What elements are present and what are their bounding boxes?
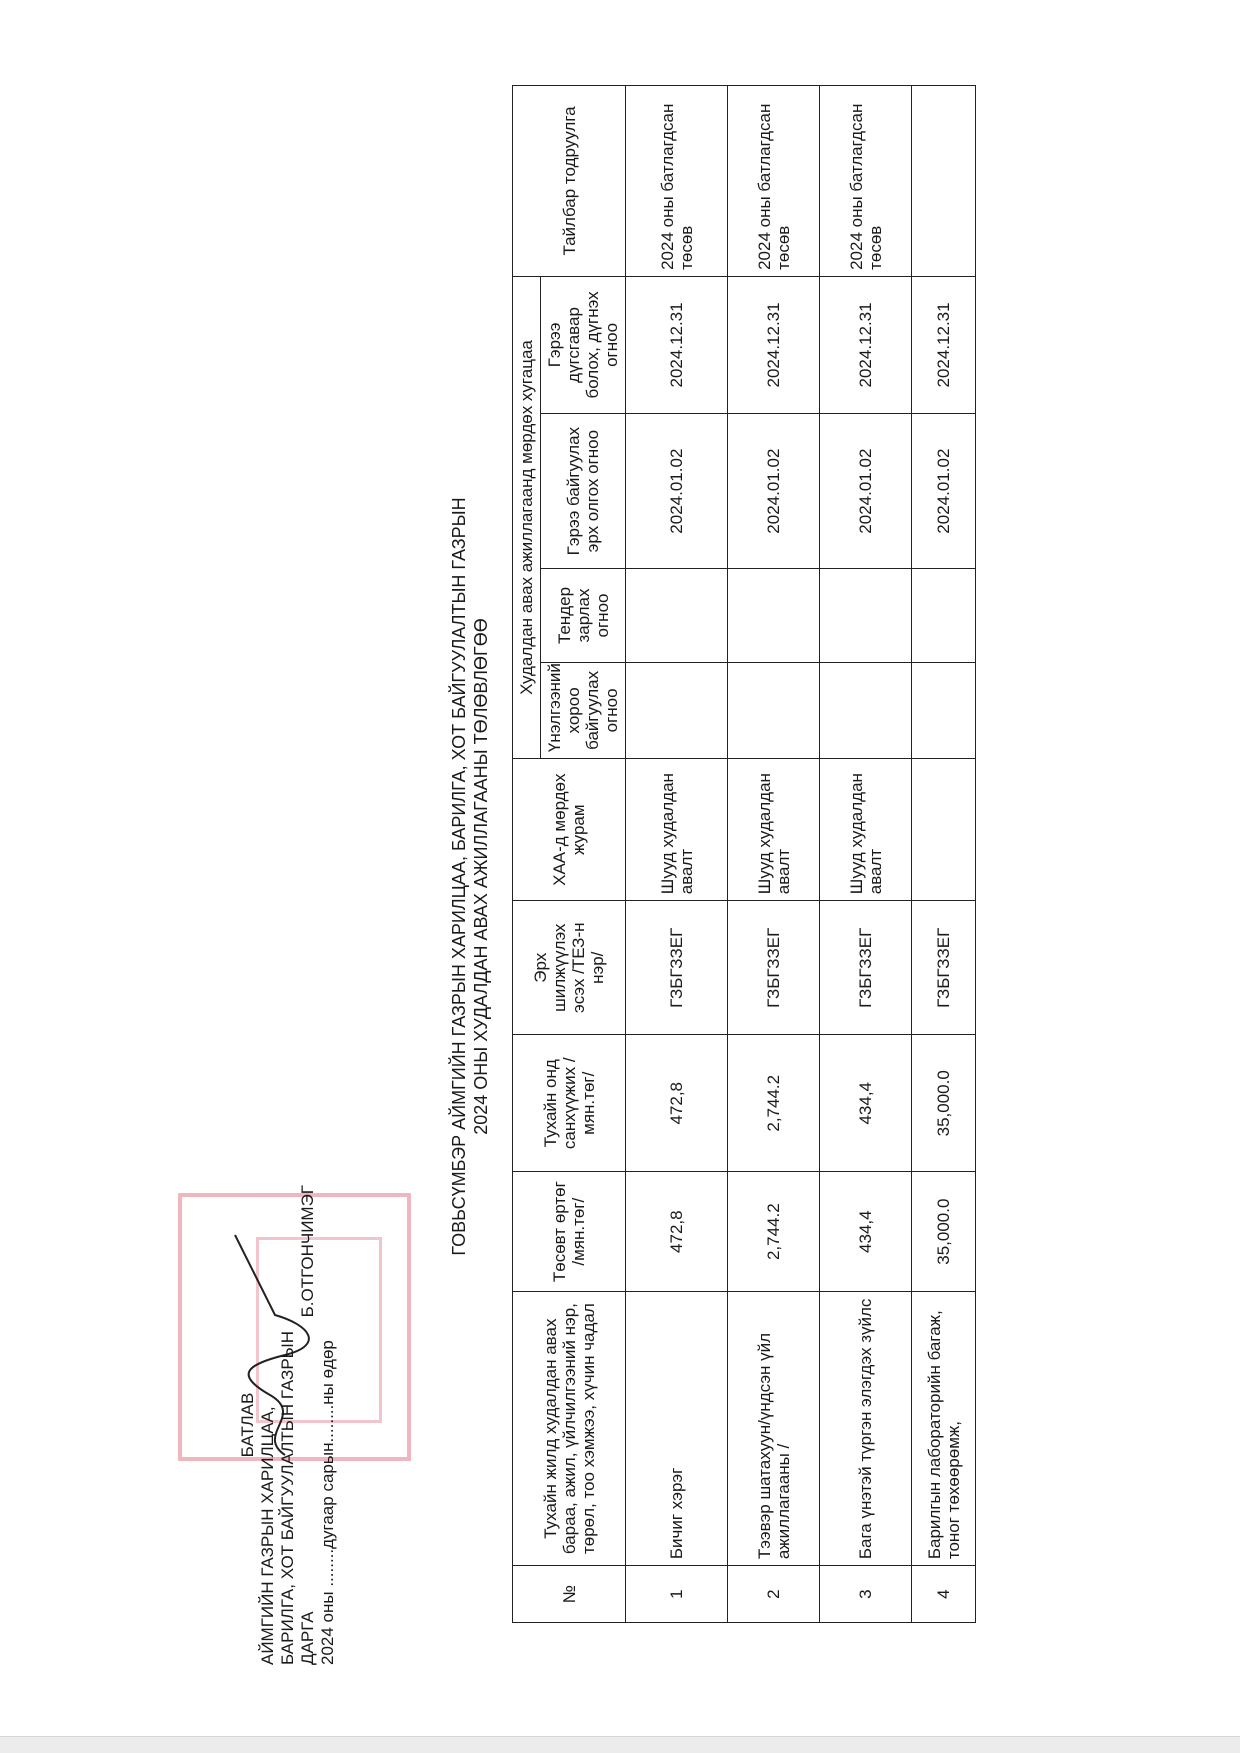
cell-num: 3 [820, 1566, 912, 1623]
cell-budget: 2,744.2 [728, 1172, 820, 1292]
table-row [820, 86, 912, 1623]
cell-name: Бичиг хэрэг [626, 1292, 728, 1566]
title-line1: ГОВЬСҮМБЭР АЙМГИЙН ГАЗРЫН ХАРИЛЦАА, БАРИЛГА, ХОТ БАЙГУУЛАЛТЫН ГАЗРЫН [449, 497, 469, 1256]
approval-role: ДАРГА [298, 1611, 317, 1665]
header-eval-date: Үнэлгээний хороо байгуулах огноо [541, 662, 626, 758]
cell-eval-date [912, 662, 976, 758]
cell-procedure: Шууд худалдан авалт [728, 759, 820, 901]
approval-signatory [298, 1185, 318, 1665]
approval-heading: БАТЛАВ [238, 1392, 257, 1458]
header-funding: Тухайн онд санхүүжих /мян.төг/ [513, 1035, 626, 1172]
table-row [912, 86, 976, 1623]
cell-responsible: ГЗБГЗЗЕГ [820, 901, 912, 1035]
header-procedure: ХАА-д мөрдөх журам [513, 759, 626, 901]
cell-note: 2024 оны батлагдсан төсөв [820, 86, 912, 277]
cell-contract-start: 2024.01.02 [626, 413, 728, 568]
approval-line2: БАРИЛГА, ХОТ БАЙГУУЛАЛТЫН ГАЗРЫН [278, 1331, 297, 1665]
cell-num: 4 [912, 1566, 976, 1623]
header-contract-start: Гэрээ байгуулах эрх олгох огноо [541, 413, 626, 568]
cell-num: 1 [626, 1566, 728, 1623]
cell-contract-start: 2024.01.02 [820, 413, 912, 568]
cell-name: Барилгын лабораторийн багаж, тоног төхөөрөмж, [912, 1292, 976, 1566]
cell-funding: 2,744.2 [728, 1035, 820, 1172]
cell-eval-date [728, 662, 820, 758]
cell-funding: 35,000.0 [912, 1035, 976, 1172]
table-row [626, 86, 728, 1623]
cell-procedure: Шууд худалдан авалт [626, 759, 728, 901]
approval-date: 2024 оны ........дугаар сарын........ны өдөр [318, 1340, 337, 1665]
cell-budget: 472,8 [626, 1172, 728, 1292]
cell-eval-date [820, 662, 912, 758]
cell-name: Тээвэр шатахуун/үндсэн үйл ажиллагааны / [728, 1292, 820, 1566]
procurement-plan-table [512, 85, 976, 1623]
table-row [728, 86, 820, 1623]
cell-contract-start: 2024.01.02 [728, 413, 820, 568]
cell-procedure: Шууд худалдан авалт [820, 759, 912, 901]
header-responsible: Эрх шилжүүлэх эсэх /ТЕЗ-н нэр/ [513, 901, 626, 1035]
approval-name: Б.ОТГОНЧИМЭГ [298, 1185, 317, 1318]
cell-responsible: ГЗБГЗЗЕГ [626, 901, 728, 1035]
cell-tender-date [626, 569, 728, 662]
cell-note: 2024 оны батлагдсан төсөв [728, 86, 820, 277]
cell-procedure [912, 759, 976, 901]
header-contract-end: Гэрээ дүгсгавар болох, дүгнэх огноо [541, 276, 626, 413]
cell-contract-end: 2024.12.31 [820, 276, 912, 413]
cell-contract-end: 2024.12.31 [912, 276, 976, 413]
cell-tender-date [820, 569, 912, 662]
cell-name: Бага үнэтэй түргэн элэгдэх зүйлс [820, 1292, 912, 1566]
cell-tender-date [728, 569, 820, 662]
cell-contract-start: 2024.01.02 [912, 413, 976, 568]
cell-tender-date [912, 569, 976, 662]
cell-eval-date [626, 662, 728, 758]
cell-funding: 472,8 [626, 1035, 728, 1172]
cell-note [912, 86, 976, 277]
header-tender-date: Тендер зарлах огноо [541, 569, 626, 662]
cell-responsible: ГЗБГЗЗЕГ [912, 901, 976, 1035]
header-note: Тайлбар тодруулга [513, 86, 626, 277]
header-budget: Төсөвт өртөг /мян.төг/ [513, 1172, 626, 1292]
header-name: Тухайн жилд худалдан авах бараа, ажил, үйлчилгээний нэр, төрөл, тоо хэмжээ, хүчин чадал [513, 1292, 626, 1566]
cell-num: 2 [728, 1566, 820, 1623]
cell-responsible: ГЗБГЗЗЕГ [728, 901, 820, 1035]
cell-budget: 35,000.0 [912, 1172, 976, 1292]
title-line2: 2024 ОНЫ ХУДАЛДАН АВАХ АЖИЛЛАГААНЫ ТӨЛӨВЛӨГӨӨ [471, 618, 491, 1135]
cell-note: 2024 оны батлагдсан төсөв [626, 86, 728, 277]
document-title [448, 0, 492, 1753]
cell-contract-end: 2024.12.31 [626, 276, 728, 413]
cell-funding: 434,4 [820, 1035, 912, 1172]
approval-block [238, 1185, 338, 1665]
cell-budget: 434,4 [820, 1172, 912, 1292]
approval-line1: АЙМГИЙН ГАЗРЫН ХАРИЛЦАА, [258, 1406, 277, 1665]
header-row-1 [513, 86, 541, 1623]
header-deadlines-group: Худалдан авах ажиллагаанд мөрдөх хугацаа [513, 276, 541, 758]
header-num: № [513, 1566, 626, 1623]
cell-contract-end: 2024.12.31 [728, 276, 820, 413]
